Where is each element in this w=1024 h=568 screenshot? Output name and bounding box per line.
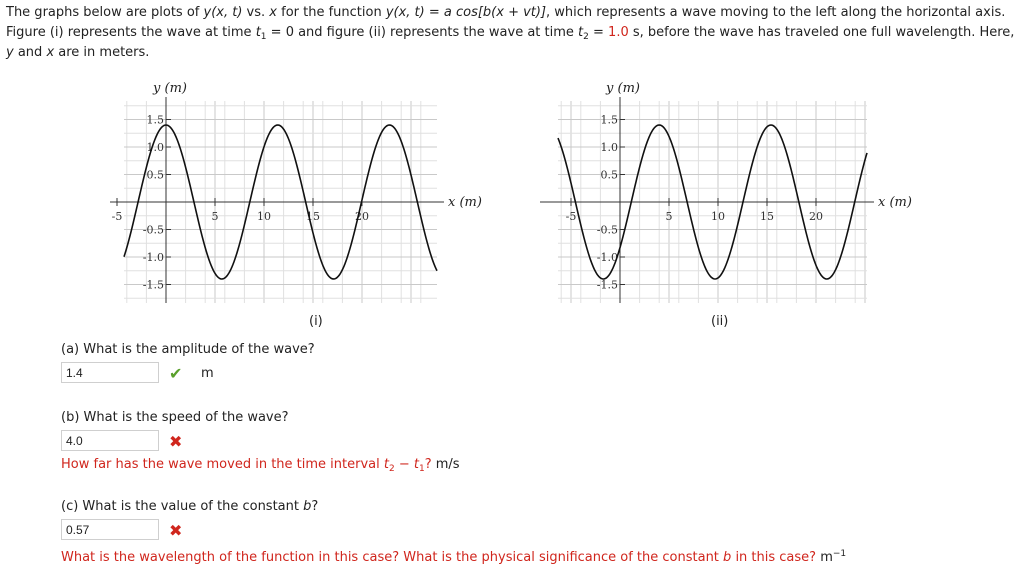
y-tick-label: -0.5 — [142, 223, 164, 237]
y-tick-label: 0.5 — [146, 168, 164, 182]
x-tick-label: 20 — [809, 210, 823, 223]
figure-caption-ii: (ii) — [711, 314, 729, 329]
x-tick-label: -5 — [565, 210, 577, 223]
x-tick-label: 10 — [711, 210, 725, 223]
amplitude-answer-input[interactable] — [61, 362, 159, 383]
y-tick-label: 1.0 — [146, 141, 164, 154]
amplitude-unit: m — [201, 366, 214, 381]
x-tick-label: 15 — [306, 210, 320, 223]
y-tick-label: 1.5 — [146, 113, 164, 127]
x-tick-label: -5 — [111, 210, 123, 223]
figure-caption-i: (i) — [309, 314, 323, 329]
y-tick-label: -1.0 — [142, 251, 164, 264]
incorrect-x-icon: ✖ — [169, 521, 183, 540]
x-tick-label: 20 — [355, 210, 369, 223]
time-value: 1.0 — [608, 25, 629, 40]
x-tick-label: 5 — [211, 210, 219, 223]
y-tick-label: 1.0 — [600, 141, 618, 154]
x-tick-label: 10 — [257, 210, 271, 223]
y-tick-label: -1.5 — [596, 278, 618, 292]
x-axis-label: x (m) — [448, 195, 482, 210]
y-tick-label: -1.0 — [596, 251, 618, 264]
y-axis-label: y (m) — [153, 81, 187, 96]
constant-b-answer-input[interactable] — [61, 519, 159, 540]
wave-plot-ii — [540, 78, 930, 308]
question-c-prompt: (c) What is the value of the constant b? — [61, 499, 319, 514]
speed-answer-input[interactable] — [61, 430, 159, 451]
y-tick-label: 1.5 — [600, 113, 618, 127]
wave-plot-i — [110, 78, 500, 308]
constant-b-unit: $m^{-1}$ — [820, 549, 847, 565]
speed-hint: How far has the wave moved in the time interval $t_2 - t_1$? m/s — [61, 457, 460, 474]
x-tick-label: 15 — [760, 210, 774, 223]
question-b-prompt: (b) What is the speed of the wave? — [61, 410, 289, 425]
x-axis-label: x (m) — [878, 195, 912, 210]
y-axis-label: y (m) — [606, 81, 640, 96]
speed-unit: m/s — [435, 457, 460, 472]
question-a-prompt: (a) What is the amplitude of the wave? — [61, 342, 315, 357]
y-tick-label: -0.5 — [596, 223, 618, 237]
y-tick-label: 0.5 — [600, 168, 618, 182]
y-tick-label: -1.5 — [142, 278, 164, 292]
problem-statement: The graphs below are plots of y(x, t) vs. x for the function y(x, t) = a cos[b(x + vt)], which represents a wave moving to the left along the horizontal axis. Figure (i) represents the wave at time $t_1 = 0$ and figure (ii) represents the wave at time $t_2 = 1.0$ s, before the wave has traveled one full wavelength. Here, y and x are in meters. — [6, 5, 1015, 60]
correct-check-icon: ✔ — [169, 364, 183, 383]
x-tick-label: 5 — [665, 210, 673, 223]
incorrect-x-icon: ✖ — [169, 432, 183, 451]
constant-b-hint: What is the wavelength of the function in this case? What is the physical significance of the constant b in this case? $m^{-1}$ — [61, 549, 847, 565]
